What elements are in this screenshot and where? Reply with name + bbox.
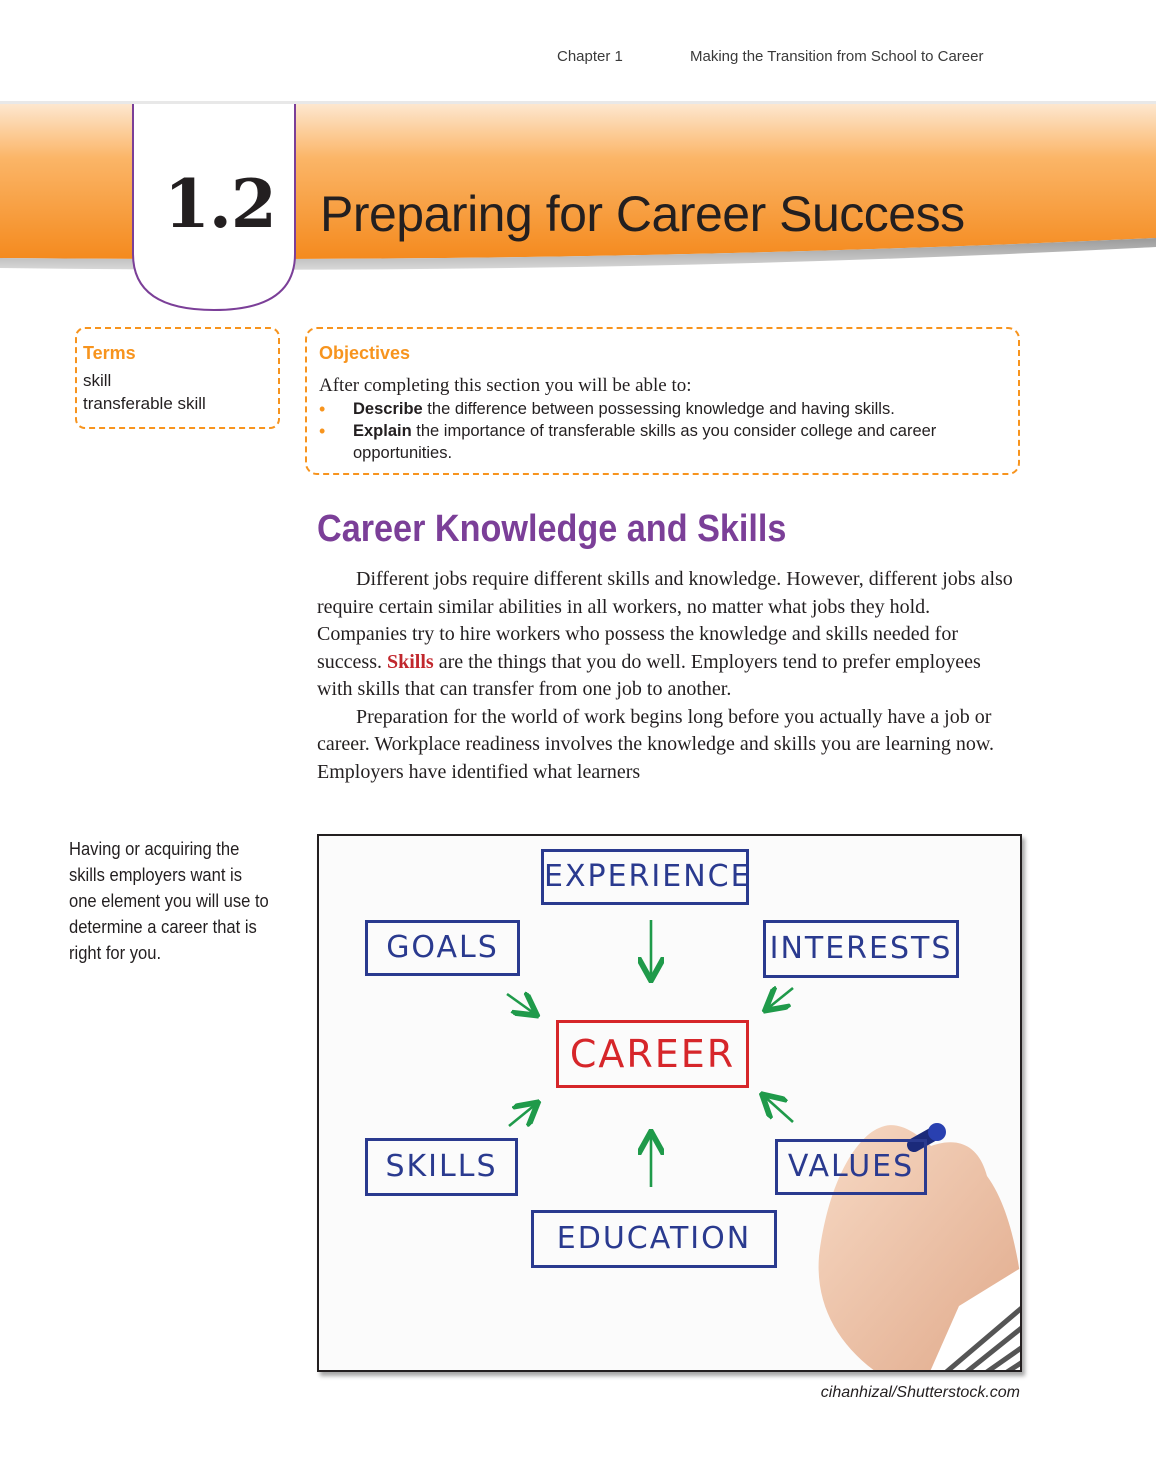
paragraph-text: are the things that you do well. Employers tend to prefer employees with skills that can transfer from one job to another. bbox=[317, 650, 981, 700]
diagram-box-career bbox=[556, 1020, 749, 1088]
diagram-arrows bbox=[319, 836, 1022, 1372]
paragraph: Preparation for the world of work begins long before you actually have a job or career. Workplace readiness involves the knowledge and skills you are learning now. Employers have identified what learners bbox=[317, 705, 995, 783]
arrow-skills bbox=[509, 1104, 536, 1126]
career-diagram-photo bbox=[317, 834, 1022, 1372]
diagram-label: VALUES bbox=[787, 1149, 915, 1184]
photo-credit: cihanhizal/Shutterstock.com bbox=[820, 1384, 1020, 1401]
paragraph bbox=[317, 566, 1017, 704]
objective-verb: Explain bbox=[353, 422, 412, 440]
key-term: Skills bbox=[386, 650, 434, 673]
terms-box bbox=[75, 327, 280, 429]
term-item: transferable skill bbox=[83, 394, 206, 413]
diagram-box-goals bbox=[365, 920, 520, 976]
terms-heading: Terms bbox=[83, 343, 136, 363]
paragraph-text: Different jobs require different skills and knowledge. However, different jobs also require certain similar abilities in all workers, no matter what jobs they hold. Companies try to hire workers who possess the knowledge and skills needed for success. bbox=[317, 568, 1013, 673]
diagram-label: INTERESTS bbox=[769, 931, 953, 966]
margin-note: Having or acquiring the skills employers want is one element you will use to determine a career that is right for you. bbox=[69, 839, 269, 963]
arrow-values bbox=[764, 1096, 793, 1122]
term-item: skill bbox=[83, 371, 112, 390]
diagram-label: EXPERIENCE bbox=[544, 859, 752, 894]
running-head bbox=[0, 48, 1156, 68]
section-heading: Career Knowledge and Skills bbox=[317, 508, 787, 550]
objectives-intro: After completing this section you will be able to: bbox=[319, 375, 692, 396]
objective-verb: Describe bbox=[353, 400, 423, 418]
diagram-label: CAREER bbox=[569, 1032, 736, 1076]
bullet-icon: • bbox=[319, 399, 326, 419]
diagram-box-skills bbox=[365, 1138, 518, 1196]
section-title: Preparing for Career Success bbox=[320, 186, 965, 242]
diagram-label: SKILLS bbox=[385, 1149, 498, 1184]
chapter-label: Chapter 1 bbox=[557, 48, 623, 65]
objective-item bbox=[319, 420, 1008, 464]
diagram-box-interests bbox=[763, 920, 959, 978]
diagram-label: GOALS bbox=[386, 930, 499, 965]
objectives-heading: Objectives bbox=[319, 343, 411, 363]
diagram-label: EDUCATION bbox=[556, 1221, 752, 1256]
diagram-box-education bbox=[531, 1210, 777, 1268]
arrow-goals bbox=[507, 994, 535, 1014]
objective-text: the importance of transferable skills as you consider college and career opportunities. bbox=[353, 422, 937, 462]
arrow-interests bbox=[767, 988, 793, 1009]
bullet-icon: • bbox=[319, 421, 326, 441]
body-text bbox=[317, 566, 1017, 786]
diagram-box-values bbox=[775, 1139, 927, 1195]
section-number: 1.2 bbox=[164, 165, 276, 243]
objective-text: the difference between possessing knowledge and having skills. bbox=[422, 400, 895, 418]
objective-item bbox=[319, 398, 1008, 420]
objectives-box bbox=[305, 327, 1020, 475]
chapter-title: Making the Transition from School to Career bbox=[690, 48, 984, 65]
diagram-box-experience bbox=[541, 849, 752, 905]
